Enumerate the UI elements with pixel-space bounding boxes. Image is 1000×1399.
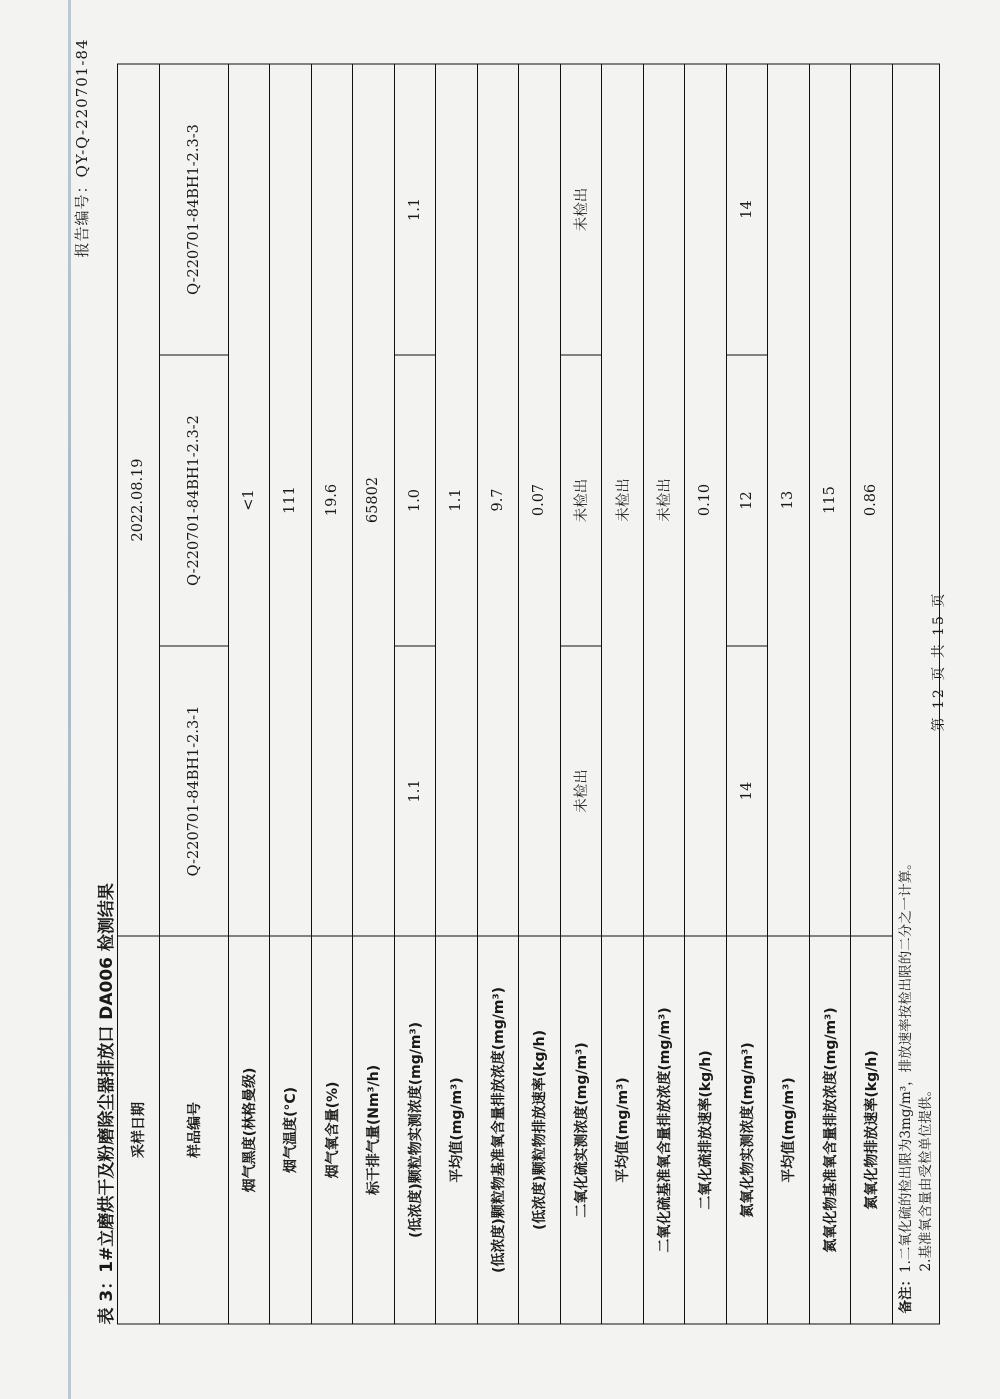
table-title: 表 3：1#立磨烘干及粉磨除尘器排放口 DA006 检测结果 (97, 882, 117, 1324)
row-value: 未检出 (560, 355, 602, 646)
row-label: 氮氧化物基准氧含量排放浓度(mg/m³) (809, 936, 851, 1324)
results-table (117, 63, 940, 1324)
row-value: 0.07 (519, 63, 561, 935)
row-value: 0.10 (685, 63, 727, 935)
row-value: 65802 (353, 63, 395, 935)
table-row (726, 63, 768, 1323)
table-row (270, 63, 312, 1323)
row-label: 烟气温度(°C) (270, 936, 312, 1324)
row-value: 0.86 (851, 63, 893, 935)
table-row (643, 63, 685, 1323)
row-value: 14 (726, 646, 768, 936)
row-label: (低浓度)颗粒物基准氧含量排放浓度(mg/m³) (477, 936, 519, 1324)
row-value: 未检出 (560, 646, 602, 936)
row-label: (低浓度)颗粒物排放速率(kg/h) (519, 936, 561, 1324)
page-number: 第 12 页 共 15 页 (931, 591, 947, 731)
row-value: 1.1 (394, 646, 436, 936)
sample-id-cell: Q-220701-84BH1-2.3-2 (159, 355, 228, 646)
row-value: 14 (726, 63, 768, 354)
row-value: 未检出 (643, 63, 685, 935)
sample-id-cell: Q-220701-84BH1-2.3-1 (159, 646, 228, 936)
note-line-1: 1.二氧化硫的检出限为3mg/m³，排放速率按检出限的二分之一计算。 (897, 855, 914, 1273)
table-row (519, 63, 561, 1323)
row-value: 19.6 (311, 63, 353, 935)
row-value: 13 (768, 63, 810, 935)
row-label: 烟气氧含量(%) (311, 936, 353, 1324)
date-value: 2022.08.19 (118, 63, 160, 935)
row-value: 115 (809, 63, 851, 935)
table-row (768, 63, 810, 1323)
sample-id-label: 样品编号 (159, 936, 228, 1324)
row-value: 9.7 (477, 63, 519, 935)
row-value: 12 (726, 355, 768, 646)
date-label: 采样日期 (118, 936, 160, 1324)
row-value: <1 (228, 63, 270, 935)
table-row (436, 63, 478, 1323)
row-value: 未检出 (560, 63, 602, 354)
note-line-2: 2.基准氧含量由受检单位提供。 (917, 1082, 934, 1271)
table-row (353, 63, 395, 1323)
table-row (560, 63, 602, 1323)
row-value: 1.1 (394, 63, 436, 354)
row-value: 未检出 (602, 63, 644, 935)
row-label: 平均值(mg/m³) (768, 936, 810, 1324)
row-value: 1.1 (436, 63, 478, 935)
table-row (851, 63, 893, 1323)
report-number: 报告编号：QY-Q-220701-84 (73, 38, 91, 257)
row-value: 111 (270, 63, 312, 935)
table-row (685, 63, 727, 1323)
row-value: 1.0 (394, 355, 436, 646)
table-row (809, 63, 851, 1323)
table-row (602, 63, 644, 1323)
table-row (477, 63, 519, 1323)
row-label: 烟气黑度(林格曼级) (228, 936, 270, 1324)
row-label: 平均值(mg/m³) (436, 936, 478, 1324)
row-label: 二氧化硫排放速率(kg/h) (685, 936, 727, 1324)
row-label: (低浓度)颗粒物实测浓度(mg/m³) (394, 936, 436, 1324)
row-label: 标干排气量(Nm³/h) (353, 936, 395, 1324)
row-label: 氮氧化物排放速率(kg/h) (851, 936, 893, 1324)
row-label: 氮氧化物实测浓度(mg/m³) (726, 936, 768, 1324)
sample-id-cell: Q-220701-84BH1-2.3-3 (159, 63, 228, 354)
table-row (394, 63, 436, 1323)
notes-label: 备注： (897, 1272, 914, 1313)
row-label: 平均值(mg/m³) (602, 936, 644, 1324)
row-label: 二氧化硫实测浓度(mg/m³) (560, 936, 602, 1324)
table-row (228, 63, 270, 1323)
row-label: 二氧化硫基准氧含量排放浓度(mg/m³) (643, 936, 685, 1324)
table-row (311, 63, 353, 1323)
table-row (159, 63, 228, 1323)
table-row (118, 63, 160, 1323)
